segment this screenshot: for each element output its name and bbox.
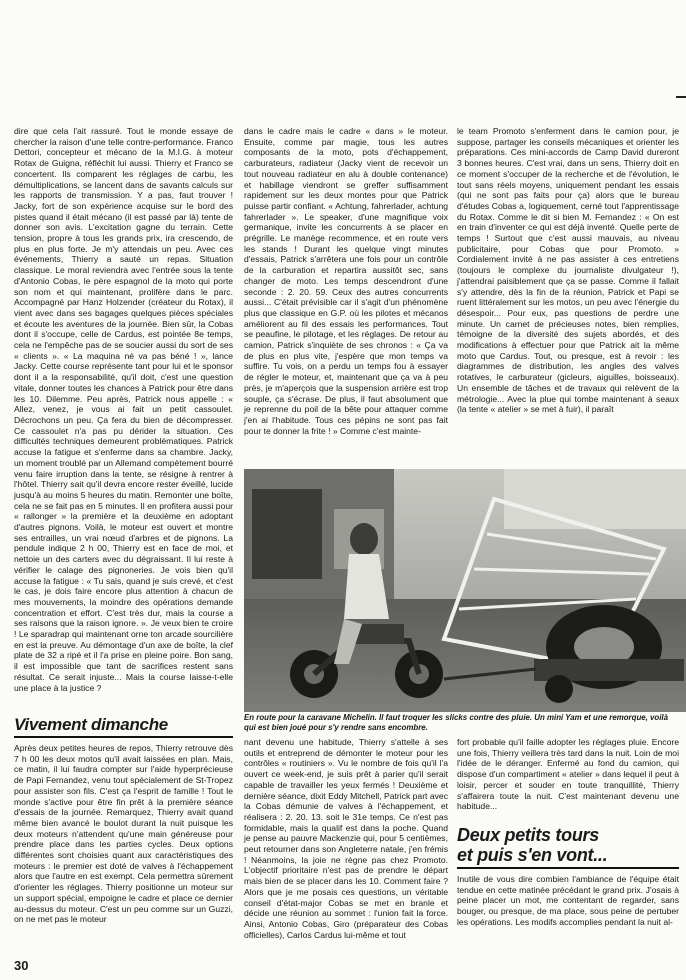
section-vivement-col-2 bbox=[244, 737, 448, 940]
article-text: Après deux petites heures de repos, Thierry retrouve dès 7 h 00 les deux motos qu'il avait laissées en plan. Mais, ce matin, il lui faudra compter sur l'aide hyperprécieuse de Papi Fernandez, venu tout spécialement de St-Tropez pour assister son fils. C'est ça l'esprit de famille ! Tout le monde s'active pour être fin prêt à la première séance d'essais de la journée. Remarquez, Thierry avait quand même bien avancé le boulot durant la nuit puisque les deux moteurs n'attendent qu'une main généreuse pour prendre place dans les parties cycles. Deux options différentes sont choisies quant aux caractéristiques des moteurs : le premier est doté de valves à l'échappement alors que l'autre en est exempt. Cela permettra sûrement d'orienter les réglages. Thierry positionne un moteur sur un support spécial, empoigne le cadre et place ce dernier au-dessus du moteur. C'est un peu comme sur un Guzzi, on ne met pas le moteur bbox=[14, 743, 233, 925]
article-text: dans le cadre mais le cadre « dans » le moteur. Ensuite, comme par magie, tous les autres composants de la moto, pots d'échappement, carburateurs, radiateur (Jacky vient de recevoir un tout nouveau radiateur en alu à double contenance) et habillage viendront se greffer suffisamment rapidement sur les deux montes pour que Patrick puisse partir confiant. « Achtung, fahrerlader, achtung fahrerlader ». Le speaker, d'une magnifique voix germanique, invite les concurrents à se placer en prégrille. Le manège recommence, et en route vers les stands ! Durant les quelque vingt minutes d'essais, Patrick s'arrêtera une fois pour un contrôle de la carburation et repartira aussitôt sec, sans changer de moto. Les temps descendront d'une seconde : 2. 20. 59. Ceux des autres concurrents aussi... C'était prévisible car il s'agit d'un phénomène plus que classique en G.P. où les pilotes et mécanos améliorent au fil des essais les performances. Tout se peaufine, le pilotage, et les réglages. De retour au camion, Patrick s'inquiète de ses chronos : « Ça va de plus en plus vite, j'espère que mon temps va suffire. Tu vois, on a perdu un temps fou à essayer de régler le moteur, et, maintenant que ça va à peu près, je m'aperçois que la suspension arrière est trop souple, ça s'écrase. De plus, il faut absolument que je reprenne du poil de la bête pour attaquer comme j'en ai l'habitude. Tous ces pépins ne sont pas fait pour te donner la frite ! » Comme c'est mainte- bbox=[244, 126, 448, 436]
photo-minibike-trailer bbox=[244, 469, 686, 712]
section-vivement-col-1 bbox=[14, 715, 233, 925]
article-text: fort probable qu'il faille adopter les réglages pluie. Encore une fois, Thierry veillera très tard dans la nuit. Loin de moi l'idée de le déranger. Enfermé au fond du camion, qui dispose d'un compartiment « atelier » dans lequel il peut à loisir, percer et souder en toute tranquillité, Thierry s'affairera toute la nuit. C'est maintenant devenu une habitude... bbox=[457, 737, 679, 812]
photo-caption: En route pour la caravane Michelin. Il faut troquer les slicks contre des pluie. Un mini Yam et une remorque, voilà qui est bien joué pour s'y rendre sans encombre. bbox=[244, 713, 669, 732]
section-headline: Vivement dimanche bbox=[14, 715, 233, 738]
column-3-top bbox=[457, 126, 679, 415]
section-vivement-col-3 bbox=[457, 737, 679, 927]
article-text: le team Promoto s'enferment dans le camion pour, je suppose, partager les conseils mécaniques et orienter les préparations. Ces mini-accords de Camp David dureront 3 bonnes heures. C'est vrai, dans un sens, Thierry doit en ce moment s'occuper de la recherche et de l'évolution, le tout sans réels moyens, uniquement pendant les essais (qui ne sont pas faits pour ça) alors que le bureau d'études Cobas a, logiquement, cerné tout l'apprentissage du Rotax. Comme le dit si bien M. Fernandez : « On est en train d'inventer ce qui est déjà inventé. Quelle perte de temps ! Surtout que c'est aussi mauvais, au niveau publicitaire, pour Cobas que pour Promoto. » Cordialement invité à ne pas assister à ces entretiens (toujours le complexe du journaliste divulgateur !), j'attendrai paisiblement que ça se passe. Comme il fallait s'y attendre, dès la fin de la réunion, Patrick et Papi se ruent littéralement sur les motos, un peu avec l'énergie du désespoir... Pour eux, pas questions de perdre une minute. Un carnet de précieuses notes, bien remplies, témoigne de la diversité des sujets abordés, et des modifications à effectuer pour que Patrick ait la même moto que Cardus. Tout, ou presque, est à revoir : les diagrammes de distribution, les angles des valves rotatives, le carburateur (gicleurs, aiguilles, boisseaux). Un ensemble de tâches et de travaux qui relèvent de la métrologie... Avec la plue qui tombe maintenant à seaux (la tente « atelier » se met à fuir), il paraît bbox=[457, 126, 679, 415]
column-2-top bbox=[244, 126, 448, 436]
photo-illustration bbox=[244, 469, 686, 712]
section-headline-line-2: et puis s'en vont... bbox=[457, 845, 679, 869]
article-text: dire que cela l'ait rassuré. Tout le monde essaye de chercher la raison d'une telle contre-performance. Franco Dettori, concepteur et mécano de la M.I.G. à moteur Rotax de Guigna, réfléchit lui aussi. Thierry et Franco se concertent. Ils comparent les réglages de carbu, les démultiplications, se lancent dans de savants calculs sur les rapports de transmission. Y a pas, faut trouver ! Jacky, fort de son expérience acquise sur le bord des pistes quand il était mécano (il est passé par là) tente de donner son avis. L'excitation gagne du terrain. Cette tension, propre à tous les grands prix, ira crescendo, de plus en plus forte. Je m'y attendais un peu. Avec ces événements, Thierry a sauté un repas. Situation classique. Le moral reviendra avec l'entrée sous la tente d'Antonio Cobas, le père espagnol de la moto qui porte son nom et qui maintenant, prolifère dans le parc. Accompagné par Hanz Holzender (créateur du Rotax), il vient avec dans ses bagages quelques pièces spéciales et écoute les aventures de la journée. Bien sûr, la Cobas dont il s'occupe, celle de Cardus, est pointée 8e temps, cela ne l'empêche pas de se soucier aussi du sort de ses « clients ». « La maquina né va pas béné ! », lance Jacky. Cette course représente tant pour lui et le sponsor dont il a la responsabilité, qu'il doit, c'est une question vitale, donner toutes les chances à Patrick pour être dans les 10. Dilemme. Peu après, Patrick nous appelle : « Allez, venez, je vous ai fait un petit cassoulet. Décrochons un peu. Ça fera du bien de décompresser. Ce cassoulet n'a pas pu dérider la situation. Ces difficultés techniques demeurent problématiques. Patrick accuse la fatigue et s'enferme dans sa chambre. Jacky, un moment troublé par un Allemand compètement bourré venu faire irruption dans la tente, se résigne à rentrer à l'hôtel. Thierry sait qu'il devra encore rester éveillé, lucide jusqu'à au moins 5 heures du matin. Remonter une boîte, cela ne se fait pas en 5 minutes. Il en profitera aussi pour « rallonger » la première et la deuxième en adoptant d'autres pignons. Voilà, le moteur est ouvert et montre ses entrailles, un vrai nœud d'arbres et de pignons. La pendule indique 2 h 00, Thierry est en face de moi, et nettoie un des carters avec du dégraissant. Il lui reste à vérifier le calage des pignoneries. Je vois bien qu'il accuse la fatigue : « Tu sais, quand je suis crevé, et c'est le cas, je dois faire encore plus attention à chacun de mes mouvements, la moindre des opérations demande concentration et effort. C'est très dur, mais la course a ses raisons que la raison ignore. ». Je veux bien te croire ! Le sparadrap qui maintenant orne ton arcade sourcilière en est la preuve. Au démontage d'un axe de boîte, la clef plate de 32 a ripé et il l'a prise en pleine poire. Bon sang, il est impossible que tant de sacrifices restent sans résultat. Ce serait injuste... Mais la course laisse-t-elle une place à la justice ? bbox=[14, 126, 233, 693]
article-text: Inutile de vous dire combien l'ambiance de l'équipe était tendue en cette matinée précédant le grand prix. J'osais à peine placer un mot, me contentant de regarder, sans bouger, ou presque, de ma place, sous peine de pertuber les opérations. Les modifs accomplies pendant la nuit al- bbox=[457, 873, 679, 927]
column-1-top bbox=[14, 126, 233, 693]
page-number: 30 bbox=[14, 958, 29, 973]
article-text: nant devenu une habitude, Thierry s'attelle à ses outils et entreprend de démonter le moteur pour les contrôles « routiniers ». Vu le nombre de fois qu'il l'a ouvert ce week-end, je suis prêt à parier qu'il serait capable de travailler les yeux fermés ! Deuxième et dernière séance, dixit Eddy Mitchell, Patrick part avec la Cobas démunie de valves à l'échappement, et réalisera : 2. 20. 13. soit le 31e temps. Ce n'est pas formidable, mais la qualif est dans la poche. Quand je pense au pauvre Mackenzie qui, pour 5 centièmes, peut retourner dans son Angleterre natale, j'en frémis ! Néanmoins, la joie ne règne pas chez Promoto. L'objectif prioritaire n'est pas de prendre le départ mais bien de se placer dans les 10. Comment faire ? Alors que je me posais ces questions, un véritable conseil d'état-major Cobas se met en branle et décide une réunion au sommet : l'union fait la force. Ainsi, Antonio Cobas, Giro (préparateur des Cobas officielles), Carlos Cardus lui-même et tout bbox=[244, 737, 448, 940]
edge-dash bbox=[676, 96, 686, 98]
section-headline-line-1: Deux petits tours bbox=[457, 824, 599, 845]
